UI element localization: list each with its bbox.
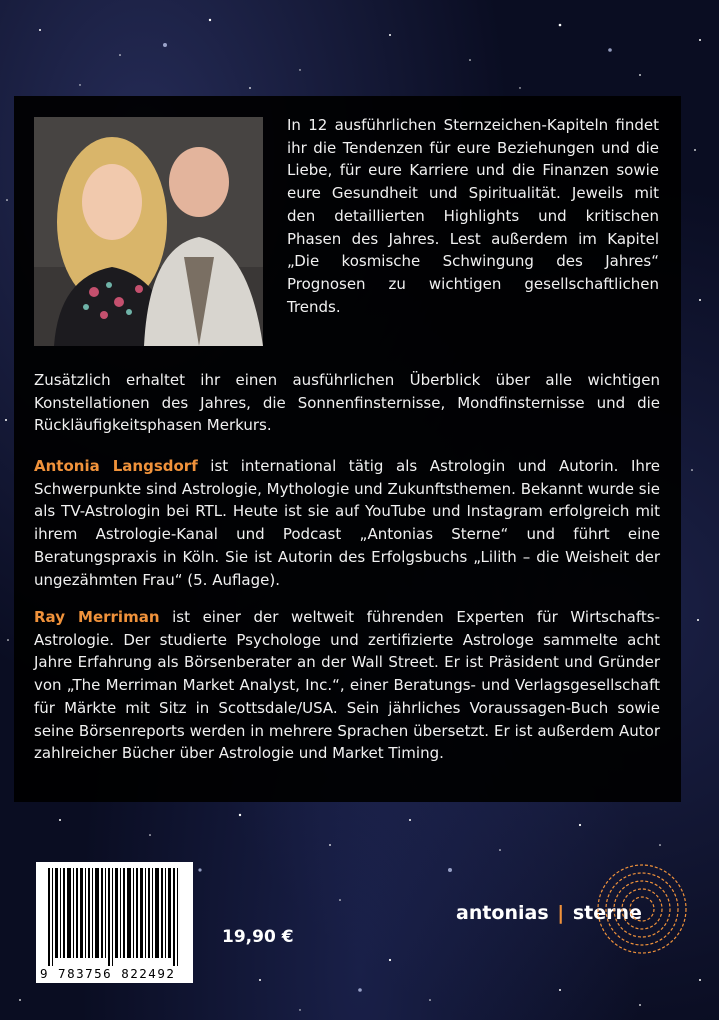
intro-paragraph: In 12 ausführlichen Sternzeichen-Kapiteln findet ihr die Tendenzen für eure Beziehungen und die Liebe, für eure Karriere und die Finanzen sowie eure Gesundheit und Spiritualität. Jeweils mit den detaillierten Highlights und kritischen Phasen des Jahres. Lest außerdem im Kapitel „Die kosmische Schwingung des Jahres“ Prognosen zu wichtigen gesellschaftlichen Trends. [287,116,659,316]
publisher-name-part2: sterne [572,902,642,924]
publisher-orbit-icon [595,862,689,956]
author-photo [34,117,263,346]
isbn-digits: 9 783756 822492 [40,966,176,981]
isbn-barcode [36,862,193,983]
author-bio-ray [34,606,660,765]
overview-paragraph: Zusätzlich erhaltet ihr einen ausführlichen Überblick über alle wichtigen Konstellationen des Jahres, die Sonnenfinsternisse, Mondfinsternisse und die Rückläufigkeitsphasen Merkurs. [34,371,660,435]
price-label: 19,90 € [222,927,294,947]
author-bio-text-ray: ist einer der weltweit führenden Experten für Wirtschafts-Astrologie. Der studierte Psychologe und zertifizierte Astrologe sammelte acht Jahre Erfahrung als Börsenberater an der Wall Street. Er ist Präsident und Gründer von „The Merriman Market Analyst, Inc.“, einer Beratungs- und Verlagsgesellschaft für Märkte mit Sitz in Scottsdale/USA. Sein jährliches Voraussagen-Buch sowie seine Börsenreports werden in mehrere Sprachen übersetzt. Er ist außerdem Autor zahlreicher Bücher über Astrologie und Market Timing. [34,608,660,763]
author-name-ray: Ray Merriman [34,608,160,626]
author-name-antonia: Antonia Langsdorf [34,457,198,475]
author-bio-text-antonia: ist international tätig als Astrologin und Autorin. Ihre Schwerpunkte sind Astrologie, Mythologie und Zukunftsthemen. Bekannt wurde sie als TV-Astrologin bei RTL. Heute ist sie auf YouTube und Instagram erfolgreich mit ihrem Astrologie-Kanal und Podcast „Antonias Sterne“ und führt eine Beratungspraxis in Köln. Sie ist Autorin des Erfolgsbuchs „Lilith – die Weisheit der ungezähmten Frau“ (5. Auflage). [34,457,660,589]
author-bio-antonia [34,455,660,591]
barcode-bars [36,862,193,983]
publisher-name-part1: antonias [456,902,549,924]
publisher-separator: | [557,902,565,924]
authors-portrait-image [34,117,263,346]
